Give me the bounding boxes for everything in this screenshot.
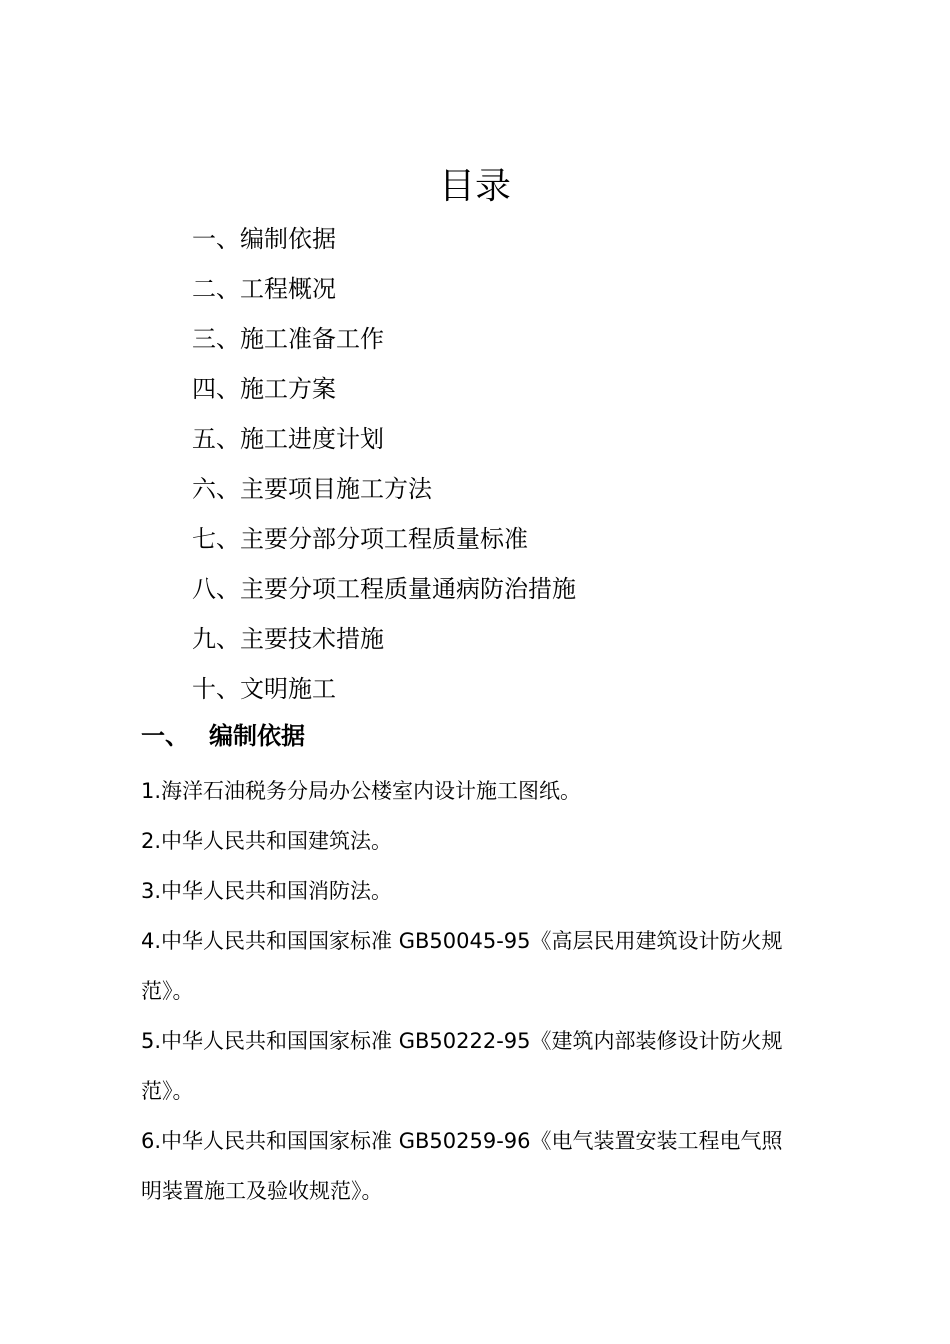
basis-item-line: 5.中华人民共和国国家标准 GB50222-95《建筑内部装修设计防火规 — [141, 1029, 783, 1053]
toc-item: 五、施工进度计划 — [192, 425, 384, 453]
basis-item-line: 范》。 — [141, 1079, 194, 1103]
basis-list — [141, 766, 816, 1216]
toc-item: 九、主要技术措施 — [192, 625, 384, 653]
table-of-contents — [192, 218, 576, 718]
toc-item: 四、施工方案 — [192, 375, 336, 403]
toc-item: 六、主要项目施工方法 — [192, 475, 432, 503]
toc-item: 八、主要分项工程质量通病防治措施 — [192, 575, 576, 603]
basis-item — [141, 1016, 816, 1116]
toc-item: 七、主要分部分项工程质量标准 — [192, 525, 528, 553]
toc-item: 十、文明施工 — [192, 675, 336, 703]
basis-item — [141, 916, 816, 1016]
basis-item — [141, 866, 816, 916]
toc-item: 三、施工准备工作 — [192, 325, 384, 353]
basis-item-line: 3.中华人民共和国消防法。 — [141, 879, 393, 903]
basis-item-line: 2.中华人民共和国建筑法。 — [141, 829, 393, 853]
section-heading — [141, 716, 305, 756]
basis-item-line: 6.中华人民共和国国家标准 GB50259-96《电气装置安装工程电气照 — [141, 1129, 783, 1153]
basis-item — [141, 766, 816, 816]
basis-item-line: 1.海洋石油税务分局办公楼室内设计施工图纸。 — [141, 779, 582, 803]
section-title: 编制依据 — [209, 722, 305, 750]
basis-item — [141, 816, 816, 866]
page-title: 目录 — [438, 166, 511, 207]
basis-item-line: 范》。 — [141, 979, 194, 1003]
basis-item — [141, 1116, 816, 1216]
toc-item: 一、编制依据 — [192, 225, 336, 253]
basis-item-line: 4.中华人民共和国国家标准 GB50045-95《高层民用建筑设计防火规 — [141, 929, 783, 953]
basis-item-line: 明装置施工及验收规范》。 — [141, 1179, 383, 1203]
section-number: 一、 — [141, 722, 189, 750]
toc-item: 二、工程概况 — [192, 275, 336, 303]
